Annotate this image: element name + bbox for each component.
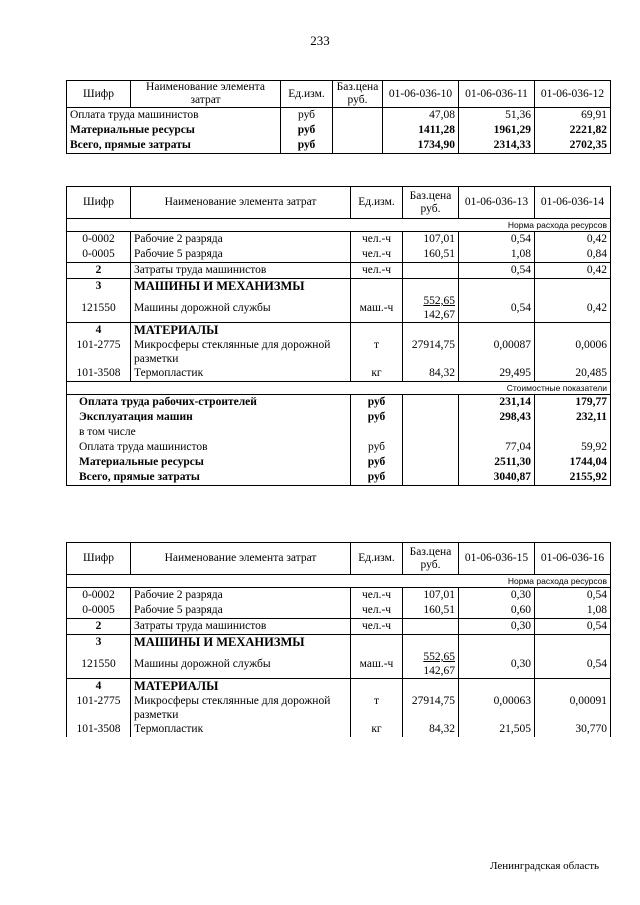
col-unit-header: Ед.изм. xyxy=(281,81,333,108)
row-value: 0,42 xyxy=(535,263,611,279)
col-name-header: Наименование элемента затрат xyxy=(131,543,351,575)
row-value: 232,11 xyxy=(535,410,611,425)
row-price: 84,32 xyxy=(403,366,459,382)
row-code: 121550 xyxy=(67,294,131,323)
row-value: 1734,90 xyxy=(383,138,459,154)
row-value: 0,54 xyxy=(459,263,535,279)
row-value: 77,04 xyxy=(459,440,535,455)
row-value: 0,00091 xyxy=(535,694,611,722)
table-row xyxy=(67,247,611,263)
row-name: Оплата труда машинистов xyxy=(67,108,281,124)
row-price xyxy=(333,138,383,154)
row-name: Рабочие 5 разряда xyxy=(131,603,351,619)
row-unit: т xyxy=(351,338,403,366)
row-value: 0,42 xyxy=(535,232,611,248)
row-code: 0-0002 xyxy=(67,232,131,248)
row-value xyxy=(535,425,611,440)
row-code: 101-2775 xyxy=(67,694,131,722)
row-name: Микросферы стеклянные для дорожной разметки xyxy=(131,338,351,366)
col-code-11: 01-06-036-11 xyxy=(459,81,535,108)
row-unit: чел.-ч xyxy=(351,247,403,263)
row-unit: чел.-ч xyxy=(351,263,403,279)
table-row xyxy=(67,366,611,382)
row-unit: т xyxy=(351,694,403,722)
col-unit-header: Ед.изм. xyxy=(351,187,403,219)
row-value: 47,08 xyxy=(383,108,459,124)
row-value: 0,00063 xyxy=(459,694,535,722)
row-name: Эксплуатация машин xyxy=(67,410,351,425)
row-name: Микросферы стеклянные для дорожной разметки xyxy=(131,694,351,722)
col-code-14: 01-06-036-14 xyxy=(535,187,611,219)
cost-table-2 xyxy=(66,186,611,486)
row-price: 160,51 xyxy=(403,603,459,619)
col-code-header: Шифр xyxy=(67,81,131,108)
row-unit: руб xyxy=(281,138,333,154)
section-title: МАТЕРИАЛЫ xyxy=(131,679,351,695)
row-value: 0,84 xyxy=(535,247,611,263)
row-value: 20,485 xyxy=(535,366,611,382)
row-name: Материальные ресурсы xyxy=(67,455,351,470)
row-value: 0,54 xyxy=(459,294,535,323)
row-unit: маш.-ч xyxy=(351,650,403,679)
row-name: Затраты труда машинистов xyxy=(131,263,351,279)
section-header xyxy=(67,679,611,695)
table-row xyxy=(67,232,611,248)
row-code: 2 xyxy=(67,619,131,635)
row-price xyxy=(403,619,459,635)
cost-label: Стоимостные показатели xyxy=(67,382,611,395)
row-value: 298,43 xyxy=(459,410,535,425)
row-code: 101-3508 xyxy=(67,722,131,737)
col-code-header: Шифр xyxy=(67,543,131,575)
row-value: 29,495 xyxy=(459,366,535,382)
row-price: 107,01 xyxy=(403,588,459,604)
section-number: 3 xyxy=(67,635,131,651)
row-code: 0-0005 xyxy=(67,603,131,619)
row-value: 1744,04 xyxy=(535,455,611,470)
row-code: 0-0005 xyxy=(67,247,131,263)
col-code-16: 01-06-036-16 xyxy=(535,543,611,575)
row-value: 1,08 xyxy=(535,603,611,619)
col-name-header: Наименование элемента затрат xyxy=(131,81,281,108)
row-value: 0,0006 xyxy=(535,338,611,366)
row-code: 2 xyxy=(67,263,131,279)
row-value: 231,14 xyxy=(459,395,535,411)
table-row xyxy=(67,455,611,470)
row-value: 21,505 xyxy=(459,722,535,737)
row-price: 107,01 xyxy=(403,232,459,248)
row-name: Рабочие 2 разряда xyxy=(131,588,351,604)
row-name: Оплата труда рабочих-строителей xyxy=(67,395,351,411)
table-header xyxy=(67,543,611,575)
row-price: 27914,75 xyxy=(403,338,459,366)
table-row xyxy=(67,123,611,138)
price-line-2: 142,67 xyxy=(423,309,455,321)
row-value: 2702,35 xyxy=(535,138,611,154)
table-header xyxy=(67,81,611,108)
row-unit: руб xyxy=(351,470,403,486)
row-value: 30,770 xyxy=(535,722,611,737)
table-row xyxy=(67,619,611,635)
row-value: 1961,29 xyxy=(459,123,535,138)
row-value: 0,00087 xyxy=(459,338,535,366)
row-price: 160,51 xyxy=(403,247,459,263)
row-value: 2511,30 xyxy=(459,455,535,470)
col-code-header: Шифр xyxy=(67,187,131,219)
row-unit: руб xyxy=(281,108,333,124)
row-value: 0,54 xyxy=(535,588,611,604)
norm-label-row xyxy=(67,575,611,588)
row-price xyxy=(403,294,459,323)
table-row xyxy=(67,588,611,604)
col-code-13: 01-06-036-13 xyxy=(459,187,535,219)
page-number: 233 xyxy=(310,33,330,48)
row-unit: руб xyxy=(351,410,403,425)
row-price: 27914,75 xyxy=(403,694,459,722)
section-number: 4 xyxy=(67,679,131,695)
row-value: 0,54 xyxy=(535,650,611,679)
row-value: 0,30 xyxy=(459,588,535,604)
row-name: Машины дорожной службы xyxy=(131,650,351,679)
section-title: МАТЕРИАЛЫ xyxy=(131,323,351,339)
row-name: Оплата труда машинистов xyxy=(67,440,351,455)
row-unit: кг xyxy=(351,366,403,382)
row-value: 3040,87 xyxy=(459,470,535,486)
table-row xyxy=(67,294,611,323)
table-row xyxy=(67,603,611,619)
row-unit: чел.-ч xyxy=(351,603,403,619)
table-row xyxy=(67,138,611,154)
row-name: Материальные ресурсы xyxy=(67,123,281,138)
row-value xyxy=(459,425,535,440)
section-number: 4 xyxy=(67,323,131,339)
row-name: Машины дорожной службы xyxy=(131,294,351,323)
row-price xyxy=(403,263,459,279)
section-title: МАШИНЫ И МЕХАНИЗМЫ xyxy=(131,279,351,295)
row-price: 84,32 xyxy=(403,722,459,737)
price-line-1: 552,65 xyxy=(423,651,455,663)
row-unit: кг xyxy=(351,722,403,737)
col-price-header: Баз.цена руб. xyxy=(333,81,383,108)
col-unit-header: Ед.изм. xyxy=(351,543,403,575)
row-name: Термопластик xyxy=(131,722,351,737)
row-code: 101-3508 xyxy=(67,366,131,382)
row-value: 1411,28 xyxy=(383,123,459,138)
row-value: 2314,33 xyxy=(459,138,535,154)
row-code: 101-2775 xyxy=(67,338,131,366)
row-code: 121550 xyxy=(67,650,131,679)
row-value: 2221,82 xyxy=(535,123,611,138)
price-line-1: 552,65 xyxy=(423,295,455,307)
row-price xyxy=(333,108,383,124)
section-header xyxy=(67,323,611,339)
row-value: 0,42 xyxy=(535,294,611,323)
row-value: 179,77 xyxy=(535,395,611,411)
table-row xyxy=(67,425,611,440)
row-unit: маш.-ч xyxy=(351,294,403,323)
cost-table-1 xyxy=(66,80,611,154)
row-name: Всего, прямые затраты xyxy=(67,138,281,154)
col-code-12: 01-06-036-12 xyxy=(535,81,611,108)
table-row xyxy=(67,694,611,722)
norm-label-row xyxy=(67,219,611,232)
cost-table-3 xyxy=(66,542,611,737)
row-code: 0-0002 xyxy=(67,588,131,604)
section-header xyxy=(67,635,611,651)
table-row xyxy=(67,395,611,411)
col-price-header: Баз.цена руб. xyxy=(403,543,459,575)
table-row xyxy=(67,263,611,279)
table-header xyxy=(67,187,611,219)
price-line-2: 142,67 xyxy=(423,665,455,677)
table-row xyxy=(67,650,611,679)
cost-label-row xyxy=(67,382,611,395)
table-row xyxy=(67,108,611,124)
table-row xyxy=(67,440,611,455)
row-unit: руб xyxy=(351,395,403,411)
norm-label: Норма расхода ресурсов xyxy=(67,219,611,232)
row-value: 1,08 xyxy=(459,247,535,263)
col-price-header: Баз.цена руб. xyxy=(403,187,459,219)
row-unit: руб xyxy=(351,455,403,470)
row-name: Всего, прямые затраты xyxy=(67,470,351,486)
row-name: Термопластик xyxy=(131,366,351,382)
row-price xyxy=(403,650,459,679)
col-code-10: 01-06-036-10 xyxy=(383,81,459,108)
row-value: 0,60 xyxy=(459,603,535,619)
section-number: 3 xyxy=(67,279,131,295)
table-row xyxy=(67,410,611,425)
section-title: МАШИНЫ И МЕХАНИЗМЫ xyxy=(131,635,351,651)
row-value: 59,92 xyxy=(535,440,611,455)
row-name: Затраты труда машинистов xyxy=(131,619,351,635)
row-value: 0,30 xyxy=(459,619,535,635)
norm-label: Норма расхода ресурсов xyxy=(67,575,611,588)
table-row xyxy=(67,470,611,486)
row-unit: руб xyxy=(351,440,403,455)
row-name: Рабочие 2 разряда xyxy=(131,232,351,248)
row-name: Рабочие 5 разряда xyxy=(131,247,351,263)
row-value: 2155,92 xyxy=(535,470,611,486)
row-value: 0,30 xyxy=(459,650,535,679)
row-value: 69,91 xyxy=(535,108,611,124)
row-unit: руб xyxy=(281,123,333,138)
row-name: в том числе xyxy=(67,425,351,440)
table-row xyxy=(67,722,611,737)
row-unit: чел.-ч xyxy=(351,619,403,635)
row-unit xyxy=(351,425,403,440)
table-row xyxy=(67,338,611,366)
section-header xyxy=(67,279,611,295)
row-value: 51,36 xyxy=(459,108,535,124)
row-value: 0,54 xyxy=(535,619,611,635)
col-name-header: Наименование элемента затрат xyxy=(131,187,351,219)
row-unit: чел.-ч xyxy=(351,232,403,248)
row-price xyxy=(333,123,383,138)
row-unit: чел.-ч xyxy=(351,588,403,604)
footer-region: Ленинградская область xyxy=(490,860,600,872)
row-value: 0,54 xyxy=(459,232,535,248)
col-code-15: 01-06-036-15 xyxy=(459,543,535,575)
